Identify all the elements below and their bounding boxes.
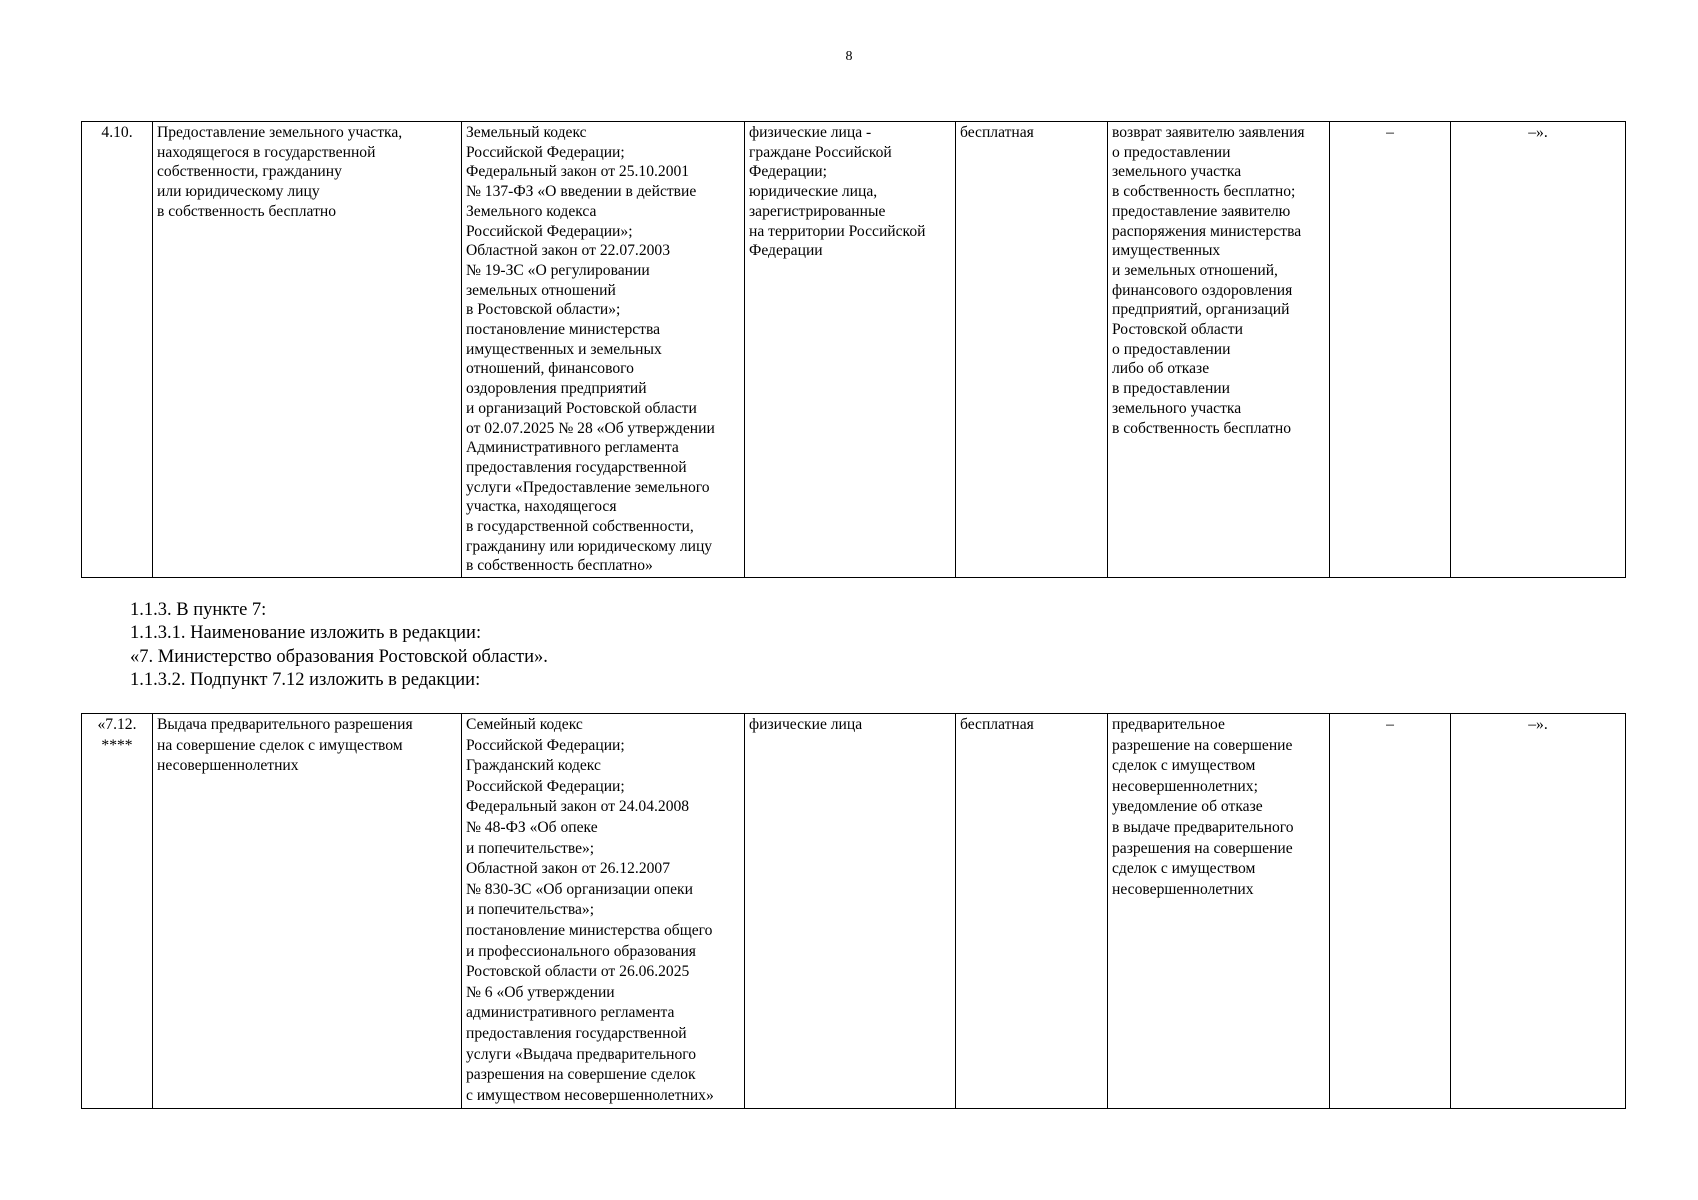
dash-cell: – bbox=[1330, 714, 1451, 1109]
page-number: 8 bbox=[845, 49, 853, 64]
legal-basis-cell: Семейный кодекс Российской Федерации; Гражданский кодекс Российской Федерации; Федеральный закон от 24.04.2008 № 48-ФЗ «Об опеке и попечительстве»; Областной закон от 26.12.2007 № 830-ЗС «Об организации опеки и попечительства»; постановление министерства общего и профессионального образования Ростовской области от 26.06.2025 № 6 «Об утверждении административного регламента предоставления государственной услуги «Выдача предварительного разрешения на совершение сделок с имуществом несовершеннолетних» bbox=[462, 714, 745, 1109]
result-cell: предварительное разрешение на совершение сделок с имуществом несовершеннолетних; уведомление об отказе в выдаче предварительного разрешения на совершение сделок с имуществом несовершеннолетних bbox=[1108, 714, 1330, 1109]
instruction-line: 1.1.3.2. Подпункт 7.12 изложить в редакции: bbox=[130, 669, 481, 690]
legal-basis-cell: Земельный кодекс Российской Федерации; Федеральный закон от 25.10.2001 № 137-ФЗ «О введении в действие Земельного кодекса Российской Федерации»; Областной закон от 22.07.2003 № 19-ЗС «О регулировании земельных отношений в Ростовской области»; постановление министерства имущественных и земельных отношений, финансового оздоровления предприятий и организаций Ростовской области от 02.07.2025 № 28 «Об утверждении Административного регламента предоставления государственной услуги «Предоставление земельного участка, находящегося в государственной собственности, гражданину или юридическому лицу в собственность бесплатно» bbox=[462, 122, 745, 578]
instruction-line: 1.1.3.1. Наименование изложить в редакции: bbox=[130, 623, 482, 644]
result-cell: возврат заявителю заявления о предоставлении земельного участка в собственность бесплатно; предоставление заявителю распоряжения министерства имущественных и земельных отношений, финансового оздоровления предприятий, организаций Ростовской области о предоставлении либо об отказе в предоставлении земельного участка в собственность бесплатно bbox=[1108, 122, 1330, 578]
recipients-cell: физические лица - граждане Российской Федерации; юридические лица, зарегистрированные на территории Российской Федерации bbox=[745, 122, 956, 578]
fee-cell: бесплатная bbox=[956, 714, 1108, 1109]
closing-cell: –». bbox=[1451, 714, 1626, 1109]
service-table-4-10 bbox=[81, 121, 1626, 578]
dash-cell: – bbox=[1330, 122, 1451, 578]
item-number-cell: 4.10. bbox=[82, 122, 153, 578]
service-name-cell: Выдача предварительного разрешения на совершение сделок с имуществом несовершеннолетних bbox=[153, 714, 462, 1109]
table-row bbox=[82, 714, 1626, 1109]
service-table-7-12 bbox=[81, 713, 1626, 1109]
table-row bbox=[82, 122, 1626, 578]
instruction-line: 1.1.3. В пункте 7: bbox=[130, 600, 267, 620]
closing-cell: –». bbox=[1451, 122, 1626, 578]
recipients-cell: физические лица bbox=[745, 714, 956, 1109]
instruction-line: «7. Министерство образования Ростовской области». bbox=[130, 646, 548, 667]
amendment-instructions bbox=[130, 599, 1580, 692]
service-name-cell: Предоставление земельного участка, находящегося в государственной собственности, гражданину или юридическому лицу в собственность бесплатно bbox=[153, 122, 462, 578]
fee-cell: бесплатная bbox=[956, 122, 1108, 578]
item-number-cell: «7.12. **** bbox=[82, 714, 153, 1109]
